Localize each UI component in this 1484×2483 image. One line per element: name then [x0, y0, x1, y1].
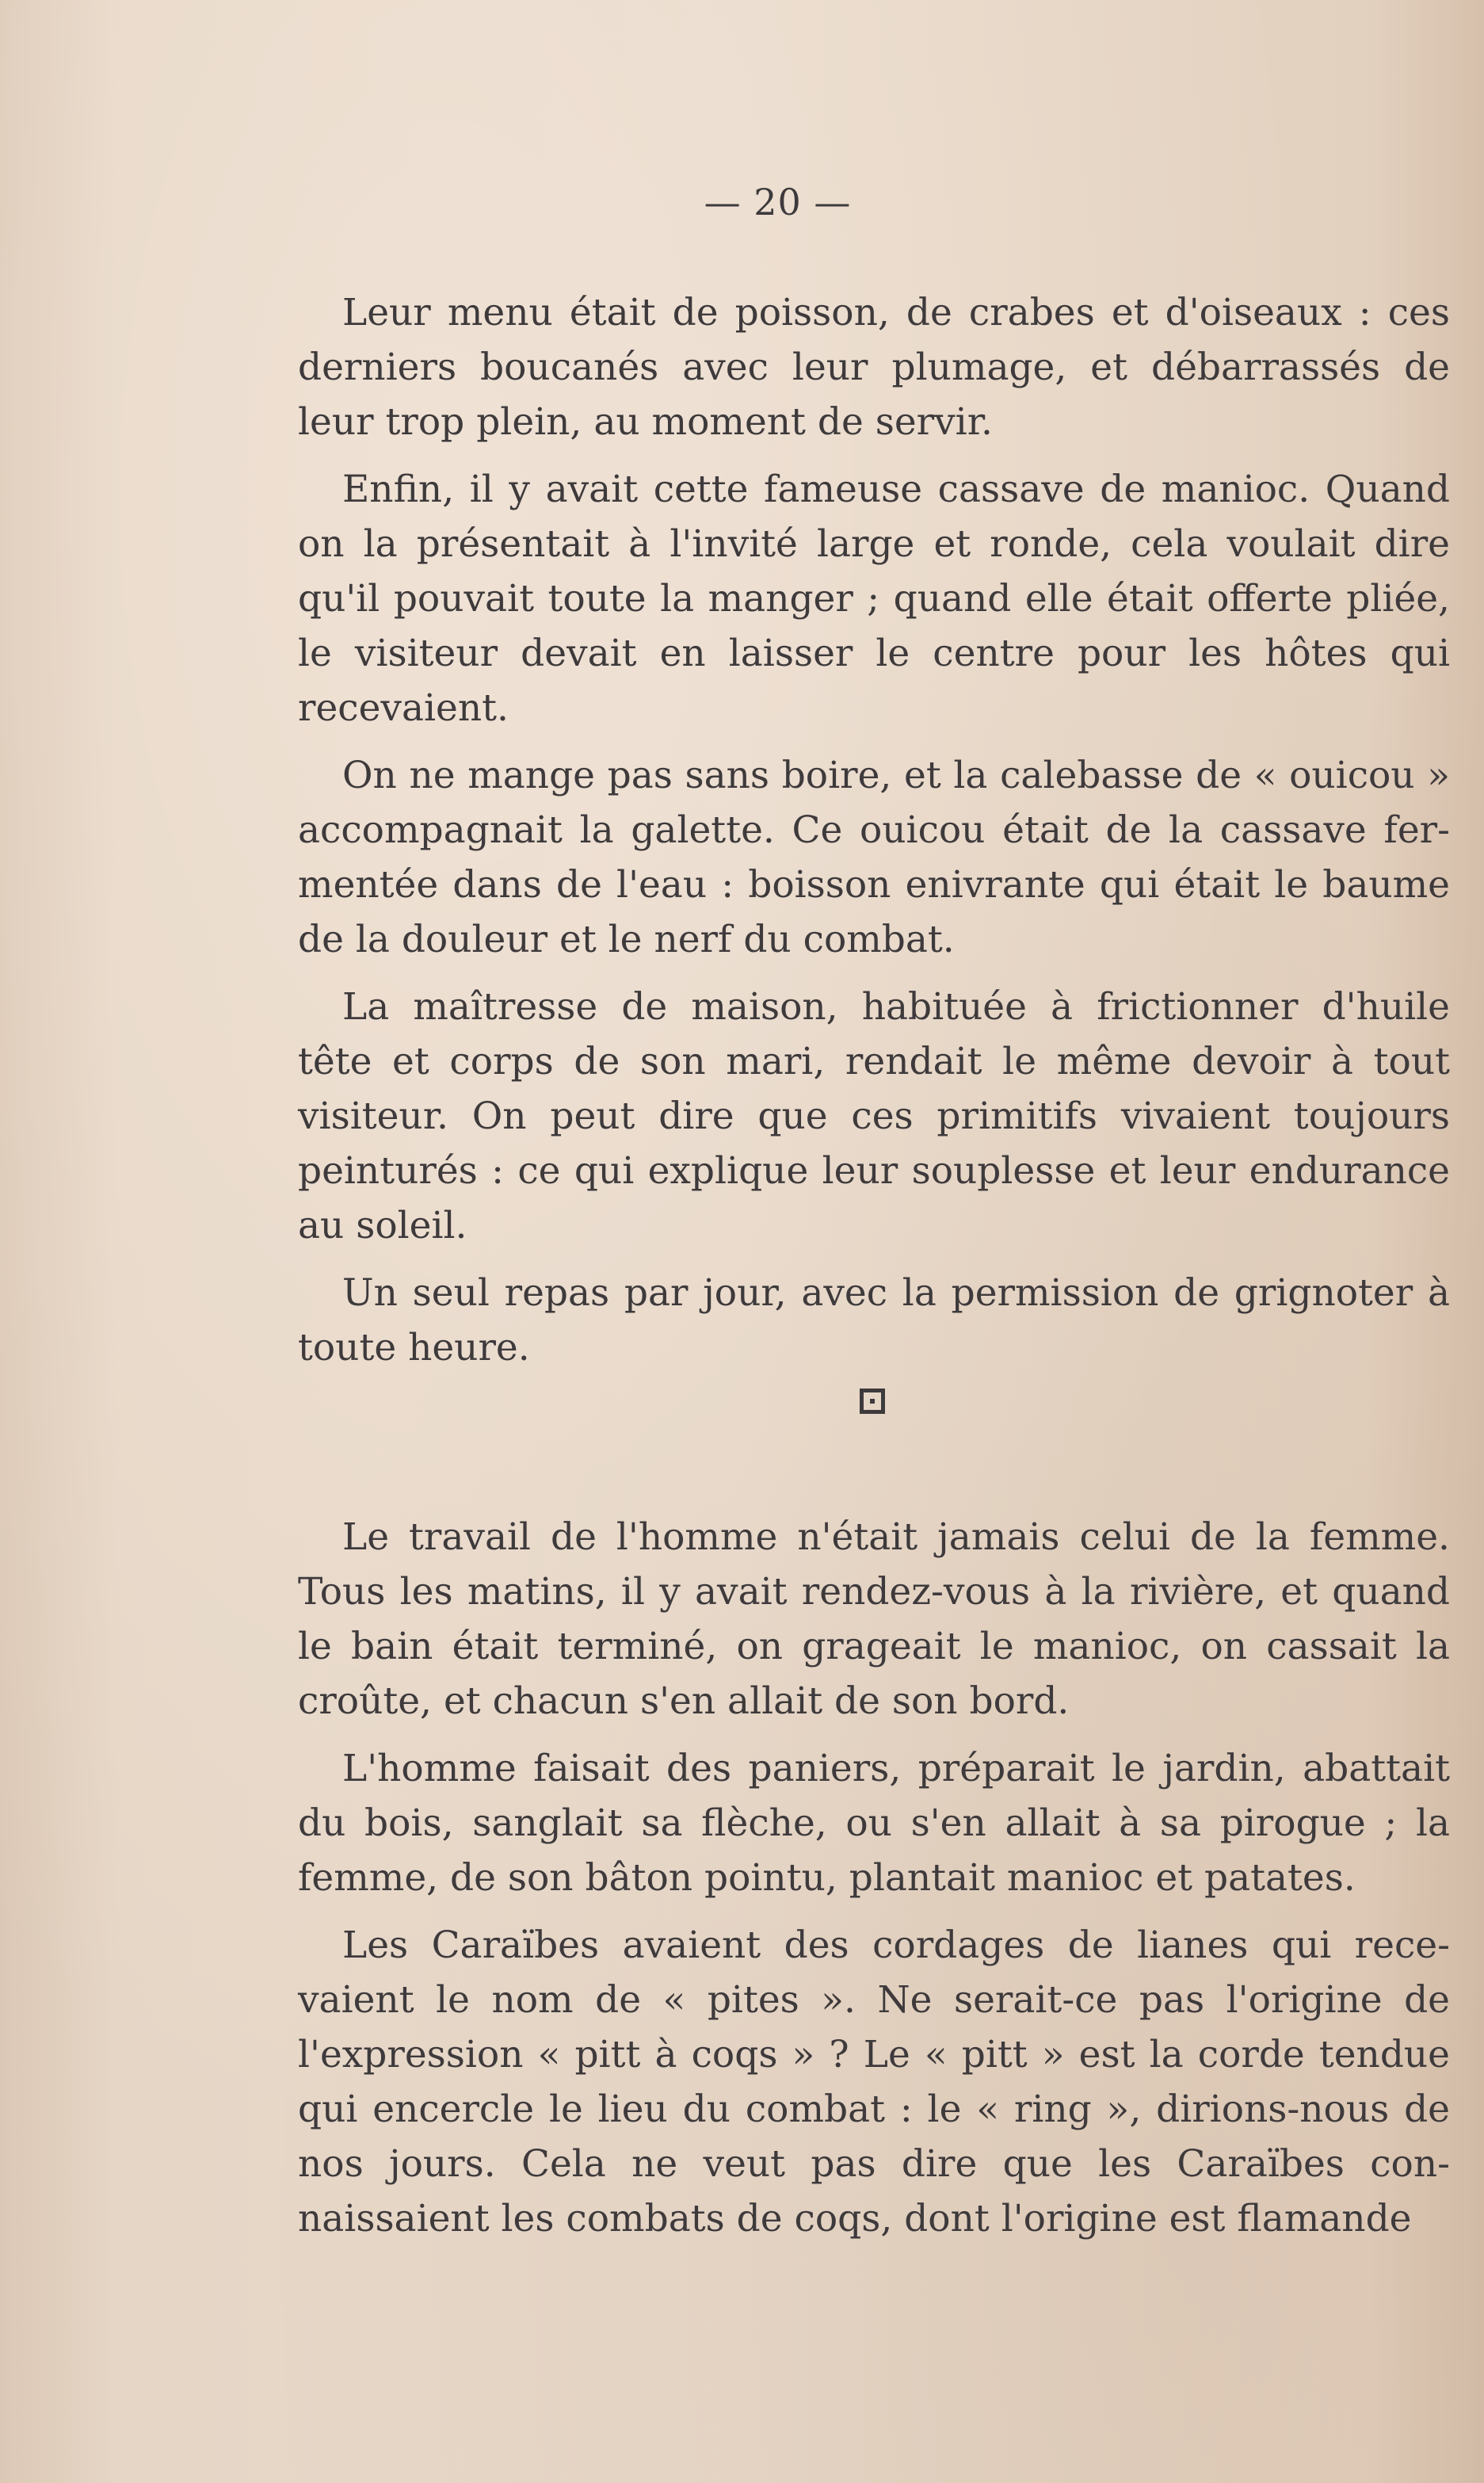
paragraph-travail: Le travail de l'homme n'était jamais celui de la femme. Tous les matins, il y avait rendez-vous à la rivière, et quand le bain était terminé, on grageait le manioc, on cassait la croûte, et chacun s'en allait de son bord. [298, 1515, 1450, 1723]
text-section-1 [298, 285, 1450, 1388]
paragraph-ouicou: On ne mange pas sans boire, et la calebasse de « ouicou » accompagnait la galette. Ce ouicou était de la cassave fermentée dans de l'eau : boisson enivrante qui était le baume de la douleur et le nerf du combat. [298, 754, 1450, 961]
text-section-2 [298, 1510, 1450, 2259]
separator-dot [870, 1399, 875, 1404]
page-number: — 20 — [704, 181, 852, 223]
paragraph-maitresse: La maîtresse de maison, habituée à frictionner d'huile tête et corps de son mari, rendait le même devoir à tout visiteur. On peut dire que ces primitifs vivaient toujours peinturés : ce qui explique leur souplesse et leur endurance au soleil. [298, 985, 1450, 1247]
paragraph-caraibes: Les Caraïbes avaient des cordages de lianes qui recevaient le nom de « pites ». Ne serait-ce pas l'origine de l'expression « pitt à coqs » ? Le « pitt » est la corde tendue qui encercle le lieu du combat : le « ring », dirions-nous de nos jours. Cela ne veut pas dire que les Caraïbes connaissaient les combats de coqs, dont l'origine est flamande [298, 1923, 1450, 2240]
section-separator-icon [860, 1389, 885, 1414]
paragraph-repas: Un seul repas par jour, avec la permission de grignoter à toute heure. [298, 1271, 1450, 1369]
paragraph-cassave: Enfin, il y avait cette fameuse cassave de manioc. Quand on la présentait à l'invité large et ronde, cela voulait dire qu'il pouvait toute la manger ; quand elle était offerte pliée, le visiteur devait en laisser le centre pour les hôtes qui recevaient. [298, 468, 1450, 730]
paragraph-homme: L'homme faisait des paniers, préparait le jardin, abattait du bois, sanglait sa flèche, ou s'en allait à sa pirogue ; la femme, de son bâton pointu, plantait manioc et patates. [298, 1747, 1450, 1900]
paragraph-menu: Leur menu était de poisson, de crabes et d'oiseaux : ces derniers boucanés avec leur plumage, et débarrassés de leur trop plein, au moment de servir. [298, 291, 1450, 444]
